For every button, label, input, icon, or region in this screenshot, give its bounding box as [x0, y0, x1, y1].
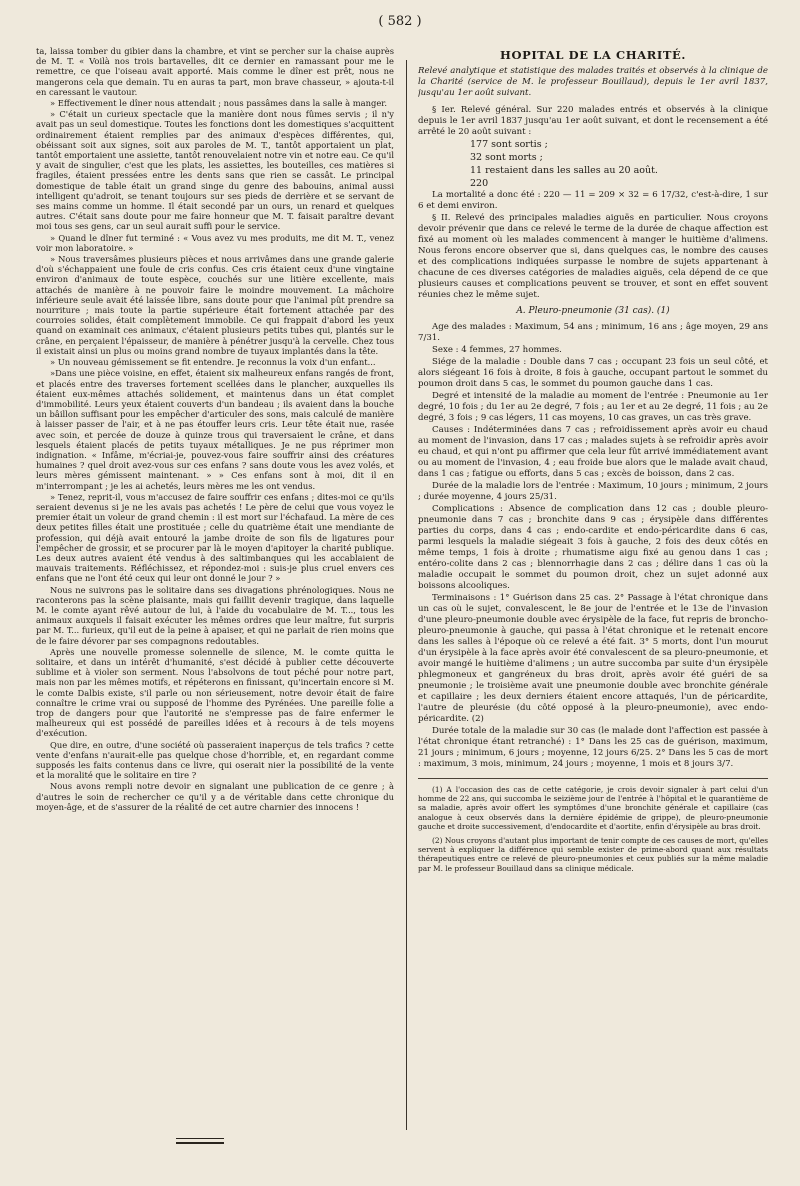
data-item: Causes : Indéterminées dans 7 cas ; refroidissement après avoir eu chaud au moment de l'invasion, dans 17 cas ; malades sujets à se refroidir après avoir eu chaud, et qui n'ont pu affirmer que cela leur fût arrivé immédiatement avant ou au moment de l'invasion, 4 ; eau froide bue alors que le malade avait chaud, dans 1 cas ; fatigue ou efforts, dans 5 cas ; excès de boisson, dans 2 cas.	[418, 424, 768, 479]
data-item: Sexe : 4 femmes, 27 hommes.	[432, 344, 562, 355]
stat-line: 32 sont morts ;	[470, 152, 543, 163]
stat-total: 220	[470, 177, 489, 189]
left-paragraph: » Tenez, reprit-il, vous m'accusez de faire souffrir ces enfans ; dites-moi ce qu'ils seraient devenus si je ne les avais pas achetés ! Le père de celui que vous voyez le premier était un voleur de grand chemin : il est mort sur l'échafaud. La mère de ces deux petites filles était une prostituée ; celle du quatrième était une mendiante de profession, qui déjà avait entouré la jambe droite de son fils de ligatures pour l'empêcher de grossir, et se procurer par là le moyen d'apitoyer la charité publique. Les deux autres avaient été vendus à des saltimbanques qui les accablaient de mauvais traitements. Réfléchissez, et répondez-moi : suis-je plus cruel envers ces enfans que ne l'ont été ceux qui leur ont donné le jour ? »	[36, 491, 394, 584]
left-paragraph: » Un nouveau gémissement se fit entendre. Je reconnus la voix d'un enfant...	[50, 357, 376, 368]
left-paragraph: Après une nouvelle promesse solennelle de silence, M. le comte quitta le solitaire, et dans un intérêt d'humanité, s'est décidé à publier cette découverte sublime et à violer son serment. Nous l'absolvons de tout péché pour notre part, mais non par les mêmes motifs, et répéterons en finissant, qu'incertain encore si M. le comte Dalbis existe, s'il parle ou non sérieusement, notre devoir était de faire connaître le crime vrai ou supposé de l'homme des Pyrénées. Une pareille folie a trop de dangers pour que l'autorité ne s'empresse pas de faire enfermer le malheureux qui est possédé de pareilles idées et à recours à de tels moyens d'exécution.	[36, 646, 394, 739]
data-item: Durée de la maladie lors de l'entrée : Maximum, 10 jours ; minimum, 2 jours ; durée moyenne, 4 jours 25/31.	[418, 480, 768, 502]
data-item: Age des malades : Maximum, 54 ans ; minimum, 16 ans ; âge moyen, 29 ans 7/31.	[418, 321, 768, 343]
column-divider	[406, 60, 407, 1130]
mortality-line: La mortalité a donc été : 220 — 11 = 209 × 32 = 6 17/32, c'est-à-dire, 1 sur 6 et demi environ.	[418, 190, 768, 212]
stat-line: 11 restaient dans les salles au 20 août.	[470, 164, 658, 176]
stats-list	[418, 139, 768, 190]
stat-line: 177 sont sortis ;	[470, 139, 548, 151]
left-paragraph: Nous avons rempli notre devoir en signalant une publication de ce genre ; à d'autres le soin de rechercher ce qu'il y a de véritable dans cette chronique du moyen-âge, et de s'assurer de la réalité de cet autre charnier des innocens !	[36, 781, 394, 812]
left-column	[36, 46, 394, 1136]
right-column	[418, 46, 768, 1136]
data-item: Terminaisons : 1° Guérison dans 25 cas. 2° Passage à l'état chronique dans un cas où le sujet, convalescent, le 8e jour de l'entrée et le 13e de l'invasion d'une pleuro-pneumonie double avec érysipèle de la face, fut repris de broncho-pleuro-pneumonie à gauche, qui passa à l'état chronique et le retenait encore dans les salles à l'époque où ce relevé a été fait. 3° 5 morts, dont l'un mourut d'un érysipèle à la face après avoir été convalescent de sa pleuro-pneumonie, et avoir mangé le huitième d'alimens ; un autre succomba par suite d'un érysipèle phlegmoneux et gangréneux du bras droit, après avoir été guéri de sa pneumonie ; le troisième avait une pneumonie double avec bronchite générale et capillaire ; les deux derniers étaient encore attaqués, l'un de péricardite, l'autre de pleurésie (du côté opposé à la pleuro-pneumonie), avec endo-péricardite. (2)	[418, 592, 768, 724]
article-subtitle: Relevé analytique et statistique des malades traités et observés à la clinique de la Charité (service de M. le professeur Bouillaud), depuis le 1er avril 1837, jusqu'au 1er août suivant.	[418, 66, 768, 99]
left-paragraph: Nous ne suivrons pas le solitaire dans ses divagations phrénologiques. Nous ne raconterons pas la scène plaisante, mais qui faillit devenir tragique, dans laquelle M. le comte ayant rêvé autour de lui, à l'aide du vocabulaire de M. T..., tous les animaux auxquels il faisait exécuter les mêmes ordres que leur maître, fut surpris par M. T... furieux, qu'il eut de la peine à apaiser, et qui ne parlait de rien moins que de le faire dévorer par ses compagnons redoutables.	[36, 584, 394, 646]
section-two-intro: § II. Relevé des principales maladies aiguës en particulier. Nous croyons devoir prévenir que dans ce relevé le terme de la durée de chaque affection est fixé au moment où les malades commencent à manger le huitième d'alimens. Nous ferons encore observer que si, dans quelques cas, le nombre des causes et des complications indiquées surpasse le nombre de sujets appartenant à chacune de ces diverses catégories de maladies aiguës, cela dépend de ce que plusieurs causes et complications peuvent se trouver, et sont en effet souvent réunies chez le même sujet.	[418, 213, 768, 301]
left-paragraph: » Effectivement le dîner nous attendait ; nous passâmes dans la salle à manger.	[50, 98, 387, 109]
end-ornament	[176, 1138, 224, 1144]
footnote: (1) A l'occasion des cas de cette catégorie, je crois devoir signaler à part celui d'un homme de 22 ans, qui succomba le seizième jour de l'entrée à l'hôpital et le quarantième de sa maladie, après avoir offert les symptômes d'une bronchite générale et capillaire (cas analogue à ceux observés dans la dernière épidémie de grippe), de pleuro-pneumonie gauche et droite successivement, d'endocardite et d'aortite, enfin d'érysipèle au bras droit.	[418, 784, 768, 832]
left-paragraph: Que dire, en outre, d'une société où passeraient inaperçus de tels trafics ? cette vente d'enfans n'aurait-elle pas quelque chose d'horrible, et, en regardant comme supposés les faits contenus dans ce livre, qui oserait nier la possibilité de la vente et la moralité que le solitaire en tire ?	[36, 739, 394, 781]
footnotes	[418, 778, 768, 874]
left-paragraph: »Dans une pièce voisine, en effet, étaient six malheureux enfans rangés de front, et placés entre des traverses fortement scellées dans le plancher, auxquelles ils étaient eux-mêmes attachés solidement, et maintenus dans un état complet d'immobilité. Leurs yeux étaient couverts d'un bandeau ; ils avaient dans la bouche un bâillon suffisant pour les empêcher d'articuler des sons, mais calculé de manière à laisser passer de l'air, et à ne pas étouffer leurs cris. Leur tête était nue, rasée avec soin, et percée de douze à quinze trous qui traversaient le crâne, et dans lesquels étaient placés de petits tuyaux métalliques. Je ne pus réprimer mon indignation. « Infâme, m'écriai-je, pouvez-vous faire souffrir ainsi des créatures humaines ? quel droit avez-vous sur ces enfans ? sans doute vous les avez volés, et leurs mères gémissent maintenant. » » Ces enfans sont à moi, dit il en m'interrompant ; je les ai achetés, leurs mères me les ont vendus.	[36, 368, 394, 491]
left-paragraph: » Quand le dîner fut terminé : « Vous avez vu mes produits, me dit M. T., venez voir mon laboratoire. »	[36, 232, 394, 253]
left-paragraph: » Nous traversâmes plusieurs pièces et nous arrivâmes dans une grande galerie d'où s'échappaient une foule de cris confus. Ces cris étaient ceux d'une vingtaine environ d'animaux de toute espèce, couchés sur une litière excellente, mais attachés de manière à ne pouvoir faire le moindre mouvement. La mâchoire inférieure seule avait été laissée libre, sans doute pour que l'animal pût prendre sa nourriture ; mais toute la partie supérieure était fortement attachée par des courroies solides, était complètement immobile. Ce qui frappait d'abord les yeux quand on examinait ces animaux, c'étaient plusieurs petits tubes qui, plantés sur le crâne, en perçaient l'épaisseur, de manière à pénétrer jusqu'à la cervelle. Chez tous il existait ainsi un plus ou moins grand nombre de tuyaux implantés dans la tête.	[36, 254, 394, 356]
data-item: Complications : Absence de complication dans 12 cas ; double pleuro-pneumonie dans 7 cas ; bronchite dans 9 cas ; érysipèle dans différentes parties du corps, dans 4 cas ; endo-cardite et endo-péricardite dans 6 cas, parmi lesquels la maladie siégeait 3 fois à gauche, 2 fois des deux côtés en même temps, 1 fois à droite ; rhumatisme aigu fixé au genou dans 1 cas ; entéro-colite dans 2 cas ; blennorrhagie dans 2 cas ; délire dans 1 cas où la maladie occupait le sommet du poumon droit, chez un sujet adonné aux boissons alcooliques.	[418, 503, 768, 591]
general-summary: § Ier. Relevé général. Sur 220 malades entrés et observés à la clinique depuis le 1er avril 1837 jusqu'au 1er août suivant, et dont le recensement a été arrêté le 20 août suivant :	[418, 105, 768, 138]
data-item: Durée totale de la maladie sur 30 cas (le malade dont l'affection est passée à l'état chronique étant retranché) : 1° Dans les 25 cas de guérison, maximum, 21 jours ; minimum, 6 jours ; moyenne, 12 jours 6/25. 2° Dans les 5 cas de mort : maximum, 3 mois, minimum, 24 jours ; moyenne, 1 mois et 8 jours 3/7.	[418, 725, 768, 769]
section-title: A. Pleuro-pneumonie (31 cas). (1)	[516, 306, 670, 317]
left-paragraph: » C'était un curieux spectacle que la manière dont nous fûmes servis ; il n'y avait pas un seul domestique. Toutes les fonctions dont les domestiques s'acquittent ordinairement étaient remplies par des animaux d'espèces différentes, qui, obéissant soit aux signes, soit aux paroles de M. T., tantôt apportaient un plat, tantôt emportaient une assiette, tantôt renouvelaient notre vin et notre eau. Ce qu'il y avait de singulier, c'est que les plats, les assiettes, les bouteilles, ces matières si fragiles, étaient pressées entre les dents sans que rien se cassât. Le principal domestique de table était un grand singe du genre des babouins, animal aussi intelligent qu'adroit, se tenant toujours sur ses pieds de derrière et se servant de ses mains comme un homme. Il était secondé par un ours, un renard et quelques autres. C'était sans doute pour me faire honneur que M. T. faisait paraître devant moi tous ses gens, car un seul aurait suffi pour le service.	[36, 109, 394, 232]
data-item: Degré et intensité de la maladie au moment de l'entrée : Pneumonie au 1er degré, 10 fois ; du 1er au 2e degré, 7 fois ; au 1er et au 2e degré, 11 fois ; au 2e degré, 3 fois ; 9 cas légers, 11 cas moyens, 10 cas graves, un cas très grave.	[418, 390, 768, 423]
page-number: ( 582 )	[378, 14, 422, 29]
data-item: Siége de la maladie : Double dans 7 cas ; occupant 23 fois un seul côté, et alors siégeant 16 fois à droite, 8 fois à gauche, occupant partout le sommet du poumon droit dans 5 cas, le sommet du poumon gauche dans 1 cas.	[418, 356, 768, 389]
left-paragraph: ta, laissa tomber du gibier dans la chambre, et vint se percher sur la chaise auprès de M. T. « Voilà nos trois bartavelles, dit ce dernier en ramassant pour me le remettre, ce que l'oiseau avait apporté. Mais comme le dîner est prêt, nous ne mangerons cela que demain. Tu en auras ta part, mon brave chasseur, » ajouta-t-il en caressant le vautour.	[36, 46, 394, 97]
article-title: HOPITAL DE LA CHARITÉ.	[499, 48, 686, 62]
footnote: (2) Nous croyons d'autant plus important de tenir compte de ces causes de mort, qu'elles servent à expliquer la différence qui semble exister de prime-abord quant aux résultats thérapeutiques entre ce relevé de pleuro-pneumonies et ceux publiés sur la même maladie par M. le professeur Bouillaud dans sa clinique médicale.	[418, 835, 768, 873]
